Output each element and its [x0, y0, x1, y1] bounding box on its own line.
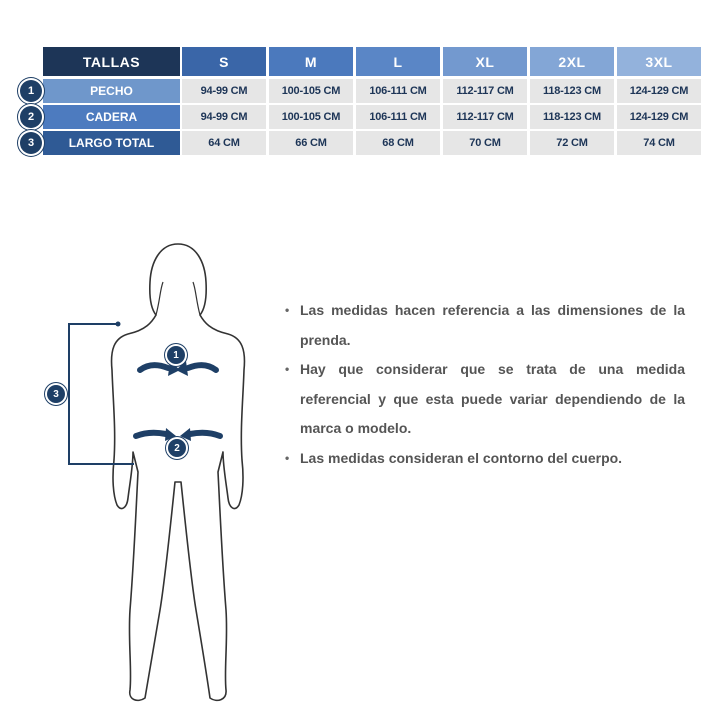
- bullet-icon: •: [285, 450, 290, 465]
- row-number-3: 3: [20, 132, 42, 154]
- list-item: [285, 444, 685, 474]
- header-size-xl: XL: [443, 47, 527, 76]
- table-cell: 94-99 CM: [182, 79, 266, 103]
- note-text: Las medidas hacen referencia a las dimensiones de la prenda.: [300, 302, 685, 348]
- table-cell: 106-111 CM: [356, 79, 440, 103]
- table-cell: 72 CM: [530, 131, 614, 155]
- note-text: Las medidas consideran el contorno del cuerpo.: [300, 449, 623, 466]
- table-cell: 100-105 CM: [269, 79, 353, 103]
- notes-list: [285, 296, 685, 473]
- table-cell: 94-99 CM: [182, 105, 266, 129]
- list-item: [285, 296, 685, 355]
- table-cell: 70 CM: [443, 131, 527, 155]
- table-cell: 64 CM: [182, 131, 266, 155]
- table-cell: 124-129 CM: [617, 105, 701, 129]
- note-text: Hay que considerar que se trata de una medida referencial y que esta puede variar dependiendo de la marca o modelo.: [300, 361, 685, 436]
- header-size-s: S: [182, 47, 266, 76]
- row-label-largo-total: LARGO TOTAL: [43, 131, 180, 155]
- marker-1: 1: [167, 346, 185, 364]
- table-cell: 112-117 CM: [443, 105, 527, 129]
- row-label-cadera: CADERA: [43, 105, 180, 129]
- marker-3: 3: [47, 385, 65, 403]
- row-number-2: 2: [20, 106, 42, 128]
- row-number-1: 1: [20, 80, 42, 102]
- row-label-pecho: PECHO: [43, 79, 180, 103]
- header-size-3xl: 3XL: [617, 47, 701, 76]
- table-cell: 106-111 CM: [356, 105, 440, 129]
- table-cell: 100-105 CM: [269, 105, 353, 129]
- header-size-l: L: [356, 47, 440, 76]
- marker-2: 2: [168, 439, 186, 457]
- table-cell: 66 CM: [269, 131, 353, 155]
- header-size-m: M: [269, 47, 353, 76]
- list-item: [285, 355, 685, 444]
- length-bracket: [69, 324, 134, 464]
- header-size-2xl: 2XL: [530, 47, 614, 76]
- body-silhouette: [112, 244, 245, 700]
- header-tallas: TALLAS: [43, 47, 180, 76]
- table-cell: 118-123 CM: [530, 105, 614, 129]
- bullet-icon: •: [285, 362, 290, 376]
- table-cell: 112-117 CM: [443, 79, 527, 103]
- table-cell: 74 CM: [617, 131, 701, 155]
- table-cell: 118-123 CM: [530, 79, 614, 103]
- bullet-icon: •: [285, 303, 290, 317]
- table-cell: 68 CM: [356, 131, 440, 155]
- table-cell: 124-129 CM: [617, 79, 701, 103]
